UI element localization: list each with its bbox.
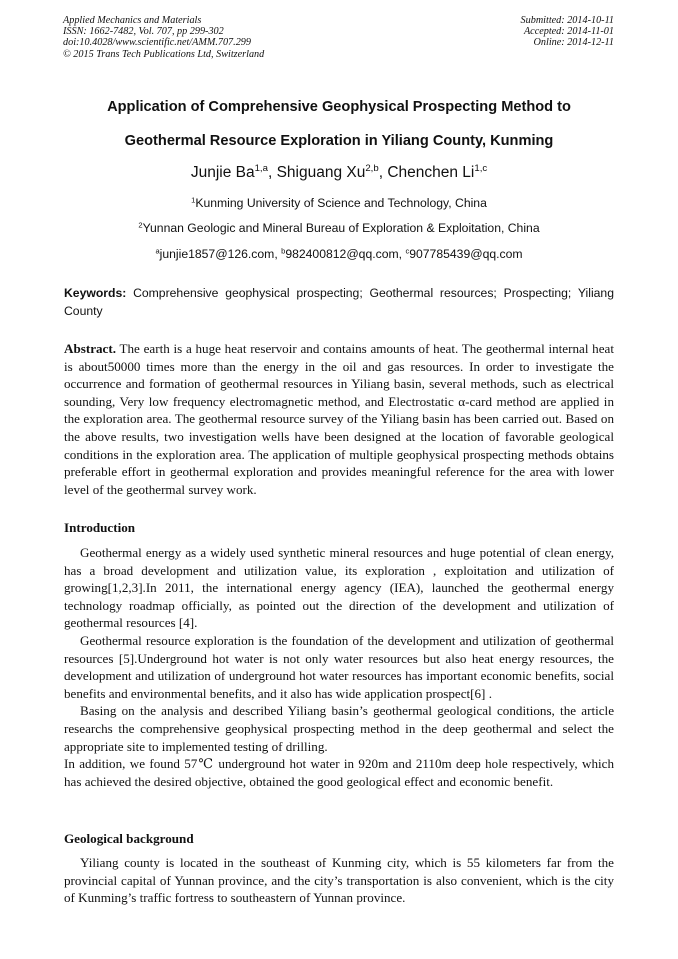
email-sup: b (281, 246, 286, 256)
email-link[interactable]: 982400812@qq.com, (285, 247, 403, 261)
author-name: Shiguang Xu (276, 164, 366, 181)
author-sup: 1,c (474, 163, 488, 175)
title-line-1: Application of Comprehensive Geophysical Prospecting Method to (107, 99, 571, 115)
submitted-date: Submitted: 2014-10-11 (520, 15, 614, 26)
abstract (64, 340, 614, 498)
affiliation-text: Yunnan Geologic and Mineral Bureau of Exploration & Exploitation, China (142, 221, 540, 235)
email-sup: a (155, 246, 160, 256)
paragraph: In addition, we found 57℃ underground hot water in 920m and 2110m deep hole respectively, which has achieved the desired objective, obtained the good geological effect and economic benefit. (64, 756, 614, 789)
doi-line: doi:10.4028/www.scientific.net/AMM.707.299 (63, 37, 251, 49)
affiliation-1 (40, 195, 638, 211)
submission-dates (521, 15, 614, 49)
paragraph: Yiliang county is located in the southeast of Kunming city, which is 55 kilometers far from the provincial capital of Yunnan province, and the city’s transportation is also convenient, which is the city of Kunming’s traffic fortress to southeastern of Yunnan province. (64, 855, 614, 906)
geological-body (64, 854, 614, 907)
geological-heading: Geological background (64, 831, 194, 846)
author-sup: 1,a (254, 163, 268, 175)
email-link[interactable]: 907785439@qq.com (409, 247, 523, 261)
paragraph: Geothermal energy as a widely used synthetic mineral resources and huge potential of clean energy, has a broad development and utilization value, its exploration , exploitation and utilization of growing[1,2,3].In 2011, the international energy agency (IEA), launched the geothermal energy technology roadmap officially, as pointed out the direction of the development and utilization of geothermal resources [4]. (64, 545, 614, 631)
email-sup: c (405, 246, 410, 256)
accepted-date: Accepted: 2014-11-01 (523, 26, 614, 38)
affiliation-text: Kunming University of Science and Technology, China (195, 196, 487, 210)
author-sup: 2,b (365, 163, 379, 175)
email-link[interactable]: junjie1857@126.com, (159, 247, 278, 261)
paper-title (40, 90, 638, 158)
journal-name: Applied Mechanics and Materials (63, 15, 202, 26)
paragraph: Basing on the analysis and described Yiliang basin’s geothermal geological conditions, the article researchs the comprehensive geophysical prospecting method in the deep geothermal and select the appropriate site to implemented testing of drilling. (64, 703, 614, 754)
affiliation-sup: 2 (138, 220, 143, 230)
copyright-line: © 2015 Trans Tech Publications Ltd, Switzerland (63, 48, 265, 60)
keywords-text: Comprehensive geophysical prospecting; Geothermal resources; Prospecting; Yiliang County (64, 286, 614, 318)
issn-line: ISSN: 1662-7482, Vol. 707, pp 299-302 (63, 26, 224, 38)
title-line-2: Geothermal Resource Exploration in Yiliang County, Kunming (124, 133, 554, 149)
keywords (64, 284, 614, 320)
author-list: Junjie Ba$^{1,a}$, Shiguang Xu$^{2,b}$, Chenchen Li$^{1,c}$ (190, 163, 488, 181)
abstract-label: Abstract. (64, 341, 116, 356)
abstract-text: The earth is a huge heat reservoir and contains amounts of heat. The geothermal internal heat is about50000 times more than the energy in the oil and gas resources. In order to investigate the occurrence and formation of geothermal resources in Yiliang basin, several methods, such as electrical sounding, Very low frequency electromagnetic method, and Electrostatic α-card method are applied in the exploration area. The geothermal resource survey of the Yiliang basin has been carried out. Based on the above results, two investigation wells have been designed at the location of favorable geological conditions in the exploration area. The application of multiple geophysical prospecting methods obtains preferable effort in geothermal exploration and provides meaningful reference for the area with lower level of the geothermal survey work. (64, 341, 614, 497)
affiliation-sup: 1 (191, 195, 196, 205)
keywords-label: Keywords: (64, 286, 127, 300)
introduction-body (64, 544, 614, 790)
affiliation-2 (40, 220, 638, 236)
author-name: Junjie Ba (190, 164, 255, 181)
author-name: Chenchen Li (387, 164, 475, 181)
paragraph: Geothermal resource exploration is the foundation of the development and utilization of geothermal resources [5].Underground hot water is not only water resources but also heat energy resources, the development and utilization of underground hot water resources has important economic benefits, social benefits and environmental benefits, and it also has wide application prospect[6] . (64, 632, 614, 701)
online-date: Online: 2014-12-11 (533, 37, 614, 49)
journal-info (63, 15, 264, 60)
introduction-heading: Introduction (64, 520, 136, 535)
email-list (40, 246, 638, 262)
